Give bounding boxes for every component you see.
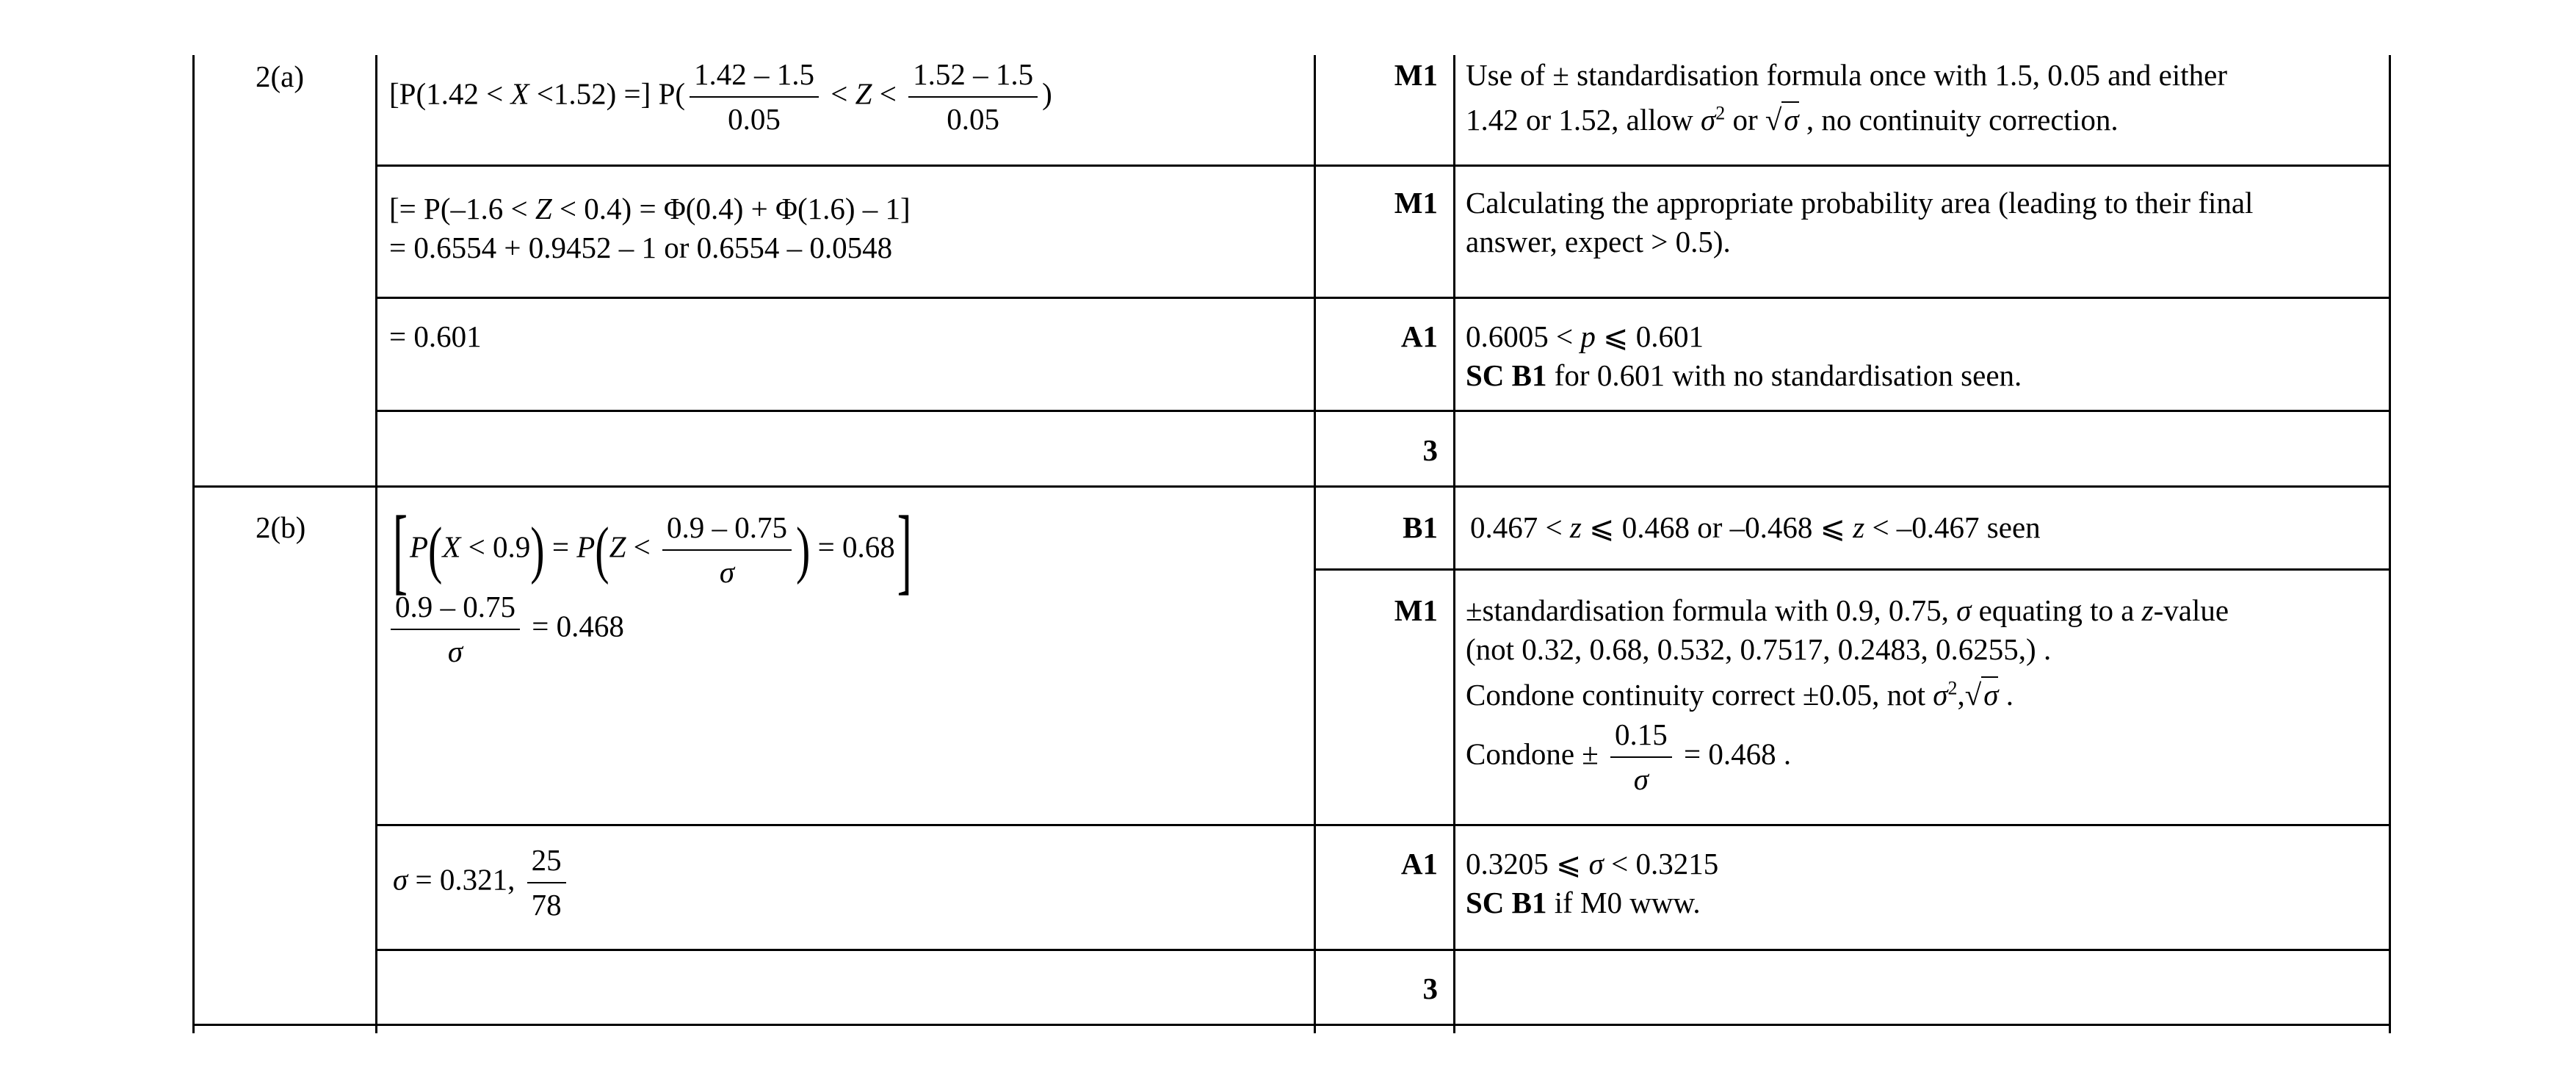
text: or [1725,103,1765,137]
question-number-2b: 2(b) [256,510,306,544]
fraction [1610,717,1672,797]
text: . [1998,677,2014,712]
paren: ( [595,514,609,586]
answer-2b-row1 [391,496,914,670]
answer-line [389,189,911,228]
numerator: 0.15 [1610,717,1672,758]
numerator: 0.9 – 0.75 [391,590,520,630]
col-divider-marks [1453,55,1455,1033]
superscript: 2 [1947,676,1958,698]
text: = 0.468 . [1676,737,1792,771]
text: 0.467 < [1470,510,1570,544]
numerator: 0.9 – 0.75 [662,510,792,551]
denominator: 78 [531,888,562,922]
text: ⩽ 0.601 [1595,319,1704,353]
guidance-line [1466,317,2022,356]
variable-z: Z [609,529,626,564]
question-number-2a: 2(a) [256,59,305,93]
mark-2b-b1: B1 [1403,510,1438,544]
text: < 0.4) = Φ(0.4) + Φ(1.6) – 1] [551,192,911,225]
mark-2a-m1-second: M1 [1394,186,1438,220]
numerator: 1.42 – 1.5 [690,57,819,98]
col-divider-answer [1314,55,1316,1033]
denominator: σ [719,555,735,590]
question-divider [192,485,2391,488]
fraction [527,843,566,922]
text: Condone continuity correct ±0.05, not [1466,677,1933,712]
guidance-line: (not 0.32, 0.68, 0.532, 0.7517, 0.2483, 0.6255,) . [1466,632,2052,667]
mark-2b-a1: A1 [1400,847,1438,881]
fraction [690,57,819,137]
guidance-line [1466,717,2229,797]
sigma: σ [1781,101,1798,137]
row-divider [375,164,2391,167]
table-right-border [2389,55,2391,1033]
sqrt-sign: √ [1765,103,1782,137]
answer-2a-row3: = 0.601 [389,319,482,353]
text: <1.52) =] P( [529,76,686,111]
text: = 0.321, [408,862,523,897]
text: < [626,529,659,564]
total-marks-2a: 3 [1422,433,1438,467]
guidance-line [1466,845,1718,883]
mark-2b-m1: M1 [1394,593,1438,627]
text: = 0.68 [810,529,895,564]
superscript: 2 [1715,102,1726,124]
row-divider [375,297,2391,299]
text: , no continuity correction. [1798,103,2119,137]
guidance-line [1466,591,2229,630]
variable-z: z [1569,510,1582,544]
guidance-2a-row1 [1466,56,2227,140]
answer-2b-row2 [393,843,571,922]
sigma: σ [1956,593,1972,627]
sigma: σ [1588,847,1604,881]
text: ) [1042,76,1052,111]
text: < 0.9 [460,529,531,564]
special-case-label: SC B1 [1466,886,1547,920]
text: = 0.468 [524,609,624,643]
text: < –0.467 seen [1864,510,2041,544]
denominator: 0.05 [947,102,999,137]
sigma: σ [1981,676,1998,712]
text: -value [2153,593,2229,627]
answer-line [391,496,914,604]
guidance-2a-row2 [1466,184,2253,262]
bracket-left: [ [393,496,408,604]
variable-z: z [1853,510,1865,544]
row-divider [375,824,2391,826]
guidance-line: Calculating the appropriate probability area (leading to their final [1466,186,2254,220]
text: 0.6005 < [1466,319,1581,353]
sigma: σ [393,862,408,897]
paren: ) [796,514,811,586]
text: 1.42 or 1.52, allow [1466,103,1701,137]
text: [P(1.42 < [389,76,511,111]
text: 0.3205 ⩽ [1466,847,1589,881]
text: ⩽ 0.468 or –0.468 ⩽ [1581,510,1853,544]
answer-line [391,590,914,669]
paren: ( [428,514,443,586]
row-divider [1314,568,2391,571]
paren: ) [530,514,545,586]
guidance-2b-b1 [1470,508,2041,547]
variable-x: X [510,76,529,111]
variable-x: X [442,529,461,564]
numerator: 1.52 – 1.5 [908,57,1038,98]
guidance-2a-row3 [1466,317,2022,396]
fraction [662,510,792,590]
answer-2a-row1 [389,57,1052,137]
prob-p: P [409,529,429,564]
guidance-line [1466,356,2022,395]
text: < [872,76,905,111]
guidance-line: answer, expect > 0.5). [1466,225,1731,259]
text: [= P(–1.6 < [389,192,535,225]
variable-z: Z [535,192,552,225]
guidance-line: Use of ± standardisation formula once with 1.5, 0.05 and either [1466,58,2227,92]
guidance-2b-m1 [1466,591,2229,797]
numerator: 25 [527,843,566,883]
answer-2a-row2 [389,189,911,268]
fraction [391,590,520,669]
variable-p: p [1580,319,1596,353]
denominator: σ [447,634,463,669]
text: if M0 www. [1546,886,1701,920]
sigma: σ [1701,103,1716,137]
denominator: σ [1633,762,1649,797]
variable-z: Z [855,76,872,111]
table-left-border [192,55,195,1033]
answer-line: = 0.6554 + 0.9452 – 1 or 0.6554 – 0.0548 [389,231,893,265]
sigma: σ [1933,677,1948,712]
mark-2a-m1-first: M1 [1394,58,1438,92]
guidance-line [1466,883,1718,922]
text: = [544,529,577,564]
text: for 0.601 with no standardisation seen. [1546,358,2022,393]
total-marks-2b: 3 [1422,972,1438,1005]
denominator: 0.05 [728,102,781,137]
table-bottom-border [192,1024,2391,1026]
bracket-right: ] [897,496,912,604]
text: ±standardisation formula with 0.9, 0.75, [1466,593,1957,627]
text: < 0.3215 [1603,847,1719,881]
guidance-line [1466,676,2229,715]
mark-2a-a1: A1 [1400,319,1438,353]
text: Condone ± [1466,737,1607,771]
text: , [1957,677,1965,712]
fraction [908,57,1038,137]
guidance-2b-a1 [1466,845,1718,923]
guidance-line [1466,101,2227,140]
prob-p: P [576,529,596,564]
text: < [823,76,855,111]
special-case-label: SC B1 [1466,358,1547,393]
row-divider [375,410,2391,412]
row-divider [375,949,2391,951]
text: equating to a [1971,593,2142,627]
variable-z: z [2141,593,2154,627]
sqrt-sign: √ [1964,677,1982,712]
col-divider-qno [375,55,377,1033]
